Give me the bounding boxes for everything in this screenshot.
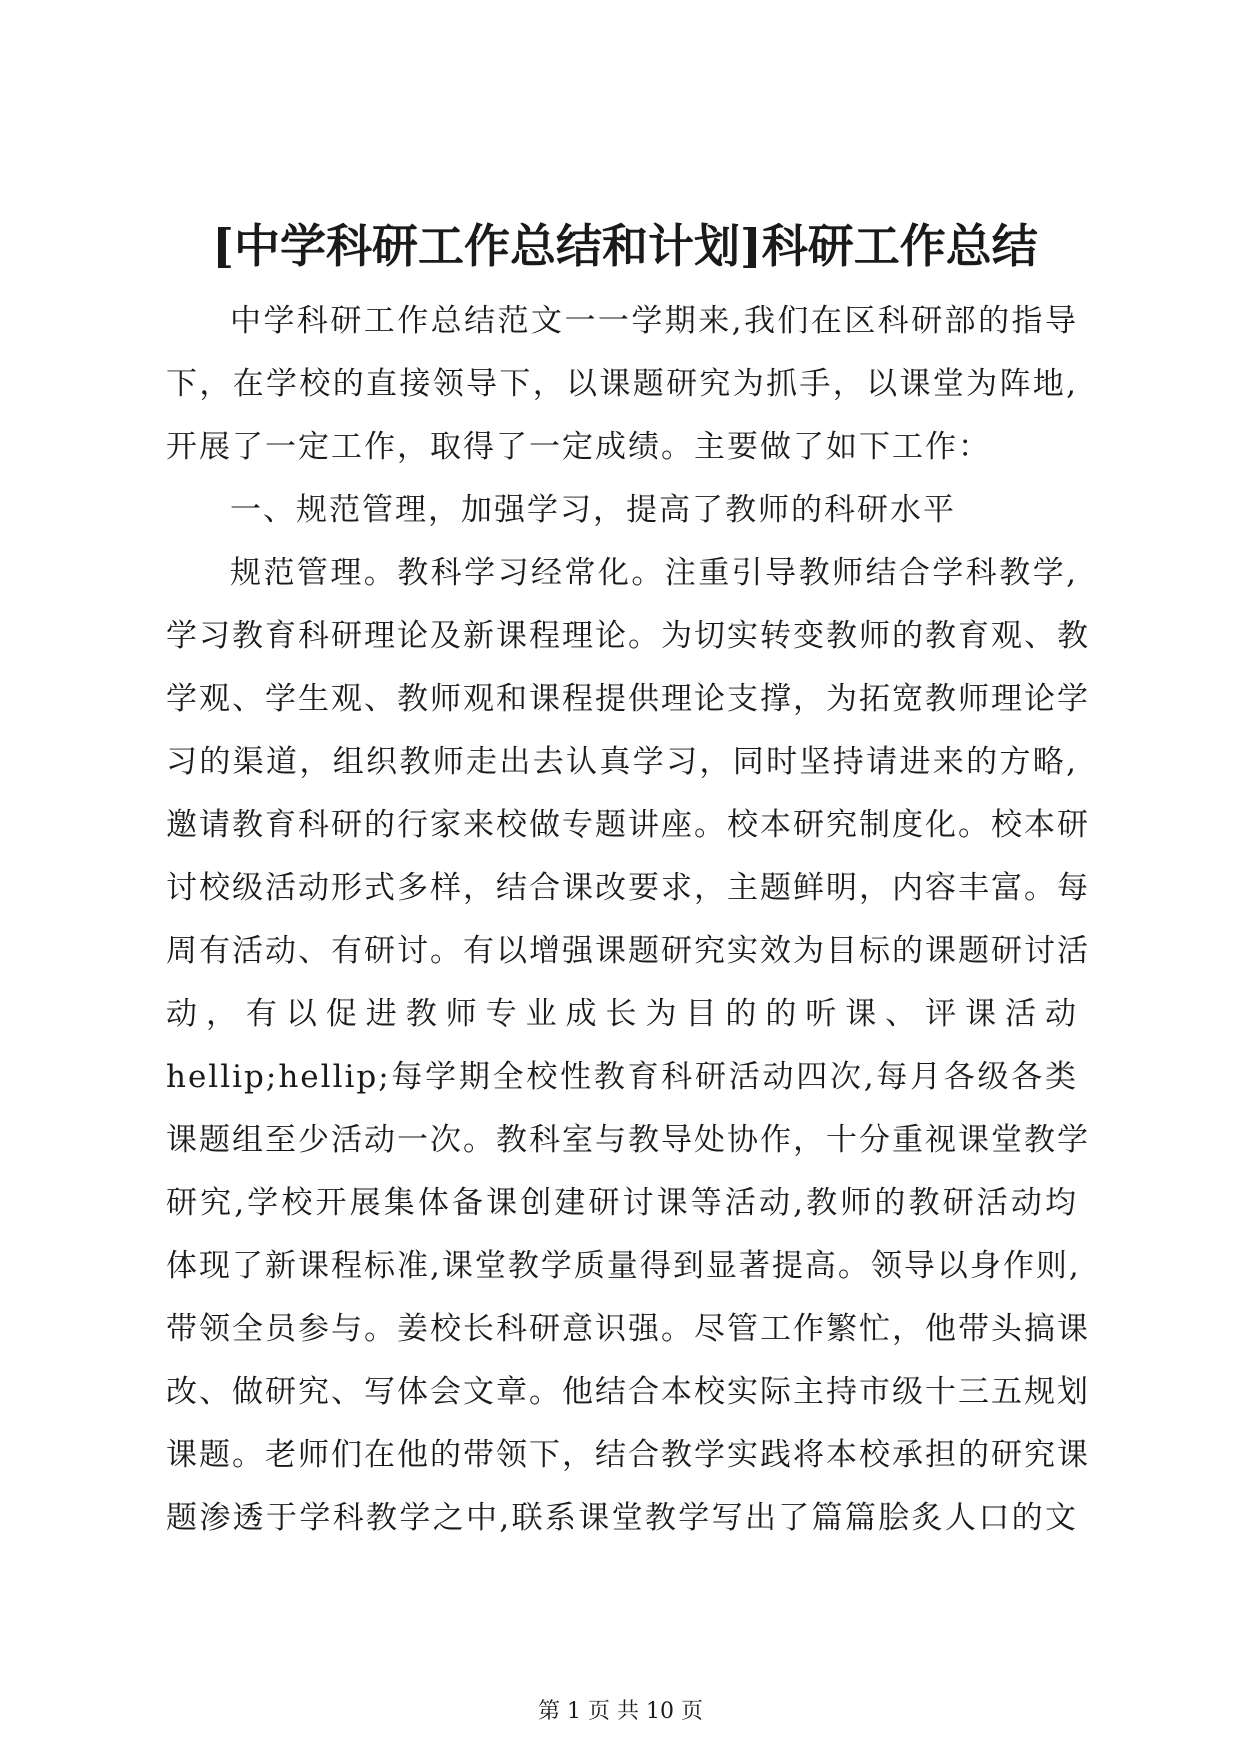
body-line: 研究,学校开展集体备课创建研讨课等活动,教师的教研活动均 (166, 1185, 1078, 1221)
body-line: hellip;hellip;每学期全校性教育科研活动四次,每月各级各类 (166, 1059, 1078, 1095)
body-line: 规范管理。教科学习经常化。注重引导教师结合学科教学, (230, 555, 1078, 591)
document-body (166, 290, 1090, 1550)
body-line: 下，在学校的直接领导下，以课题研究为抓手，以课堂为阵地, (166, 366, 1078, 402)
body-line: 开展了一定工作，取得了一定成绩。主要做了如下工作： (166, 429, 991, 465)
body-line: 动，有以促进教师专业成长为目的的听课、评课活动 (166, 996, 1078, 1032)
body-line: 中学科研工作总结范文一一学期来,我们在区科研部的指导 (230, 303, 1078, 339)
document-title: [中学科研工作总结和计划]科研工作总结 (212, 219, 1038, 273)
body-line: 讨校级活动形式多样，结合课改要求，主题鲜明，内容丰富。每 (166, 870, 1090, 906)
body-line: 学习教育科研理论及新课程理论。为切实转变教师的教育观、教 (166, 618, 1090, 654)
body-line: 改、做研究、写体会文章。他结合本校实际主持市级十三五规划 (166, 1374, 1090, 1410)
body-line: 邀请教育科研的行家来校做专题讲座。校本研究制度化。校本研 (166, 807, 1090, 843)
body-line: 周有活动、有研讨。有以增强课题研究实效为目标的课题研讨活 (166, 933, 1090, 969)
body-line: 学观、学生观、教师观和课程提供理论支撑，为拓宽教师理论学 (166, 681, 1090, 717)
body-line: 习的渠道，组织教师走出去认真学习，同时坚持请进来的方略, (166, 744, 1078, 780)
body-line: 课题组至少活动一次。教科室与教导处协作，十分重视课堂教学 (166, 1122, 1090, 1158)
page-number-footer: 第 1 页 共 10 页 (538, 1699, 703, 1724)
body-line: 题渗透于学科教学之中,联系课堂教学写出了篇篇脍炙人口的文 (166, 1500, 1078, 1536)
body-line: 课题。老师们在他的带领下，结合教学实践将本校承担的研究课 (166, 1437, 1090, 1473)
body-line: 体现了新课程标准,课堂教学质量得到显著提高。领导以身作则, (166, 1248, 1081, 1284)
section-heading: 一、规范管理，加强学习，提高了教师的科研水平 (230, 492, 956, 528)
body-line: 带领全员参与。姜校长科研意识强。尽管工作繁忙，他带头搞课 (166, 1311, 1090, 1347)
